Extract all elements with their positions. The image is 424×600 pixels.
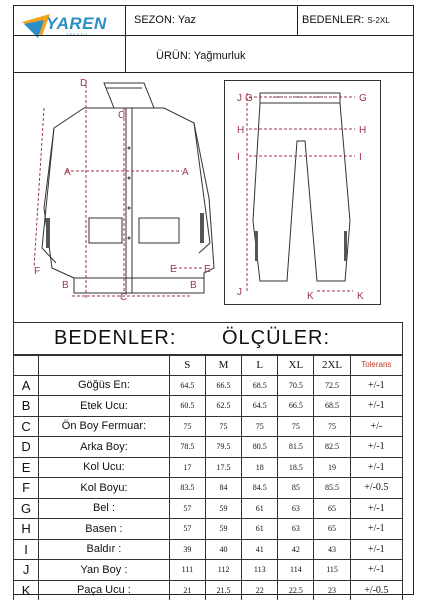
section-titles [13, 322, 403, 356]
pants-sketch [225, 81, 380, 304]
row-value: 63 [278, 498, 314, 519]
sizes-title: BEDENLER: [54, 327, 177, 349]
jacket-sketch [14, 68, 224, 308]
row-value: 59 [205, 498, 241, 519]
row-value: 70.5 [278, 375, 314, 396]
table-row [14, 478, 403, 499]
marker-d-label: D [80, 78, 88, 89]
marker-h-label: H [359, 125, 367, 136]
measurements-title: ÖLÇÜLER: [222, 327, 331, 349]
marker-k-label: K [357, 291, 364, 302]
row-tolerance: +/-0.5 [350, 580, 402, 600]
row-tolerance: +/- [350, 416, 402, 437]
row-value: 64.5 [242, 396, 278, 417]
row-value: 65 [314, 498, 350, 519]
row-tolerance: +/-1 [350, 498, 402, 519]
marker-a-label: A [182, 167, 189, 178]
measurement-table [13, 354, 403, 600]
row-code: K [14, 580, 39, 600]
row-value: 75 [242, 416, 278, 437]
row-value: 75 [205, 416, 241, 437]
row-code: G [14, 498, 39, 519]
row-name: Etek Ucu: [39, 396, 170, 417]
marker-f-label: F [34, 266, 41, 277]
marker-g-label: G [359, 93, 367, 104]
row-value: 61 [242, 498, 278, 519]
row-value: 17 [169, 457, 205, 478]
table-row [14, 457, 403, 478]
row-value: 78.5 [169, 437, 205, 458]
table-row [14, 498, 403, 519]
row-tolerance: +/-0.5 [350, 478, 402, 499]
row-tolerance: +/-1 [350, 560, 402, 581]
season-value: Yaz [177, 14, 196, 26]
row-value: 113 [242, 560, 278, 581]
season-cell [126, 6, 298, 36]
row-tolerance: +/-1 [350, 437, 402, 458]
marker-b-label: B [62, 280, 69, 291]
row-name: Paça Ucu : [39, 580, 170, 600]
row-value: 75 [169, 416, 205, 437]
row-value: 23 [314, 580, 350, 600]
row-value: 40 [205, 539, 241, 560]
row-value: 62.5 [205, 396, 241, 417]
marker-b-label: B [190, 280, 197, 291]
row-value: 19 [314, 457, 350, 478]
marker-i-label: I [359, 152, 362, 163]
row-value: 75 [314, 416, 350, 437]
marker-a-label: A [64, 167, 71, 178]
name-col-header [39, 355, 170, 376]
sizes-cell [298, 6, 413, 36]
row-value: 85.5 [314, 478, 350, 499]
product-value: Yağmurluk [193, 50, 246, 62]
row-name: Bel : [39, 498, 170, 519]
row-value: 83.5 [169, 478, 205, 499]
row-value: 57 [169, 519, 205, 540]
pants-drawing [224, 80, 381, 305]
row-value: 66.5 [278, 396, 314, 417]
table-row [14, 560, 403, 581]
marker-i-label: I [237, 152, 240, 163]
code-col-header [14, 355, 39, 376]
brand-tagline: TEKSTIL [66, 32, 90, 37]
row-value: 84.5 [242, 478, 278, 499]
row-code: H [14, 519, 39, 540]
row-tolerance: +/-1 [350, 457, 402, 478]
row-value: 82.5 [314, 437, 350, 458]
row-value: 66.5 [205, 375, 241, 396]
table-row [14, 580, 403, 600]
row-tolerance: +/-1 [350, 519, 402, 540]
row-name: Göğüs En: [39, 375, 170, 396]
row-code: A [14, 375, 39, 396]
table-row [14, 539, 403, 560]
row-code: D [14, 437, 39, 458]
row-name: Arka Boy: [39, 437, 170, 458]
row-value: 21.5 [205, 580, 241, 600]
row-value: 111 [169, 560, 205, 581]
row-tolerance: +/-1 [350, 375, 402, 396]
row-name: Baldır : [39, 539, 170, 560]
marker-c-label: C [120, 292, 128, 303]
row-value: 81.5 [278, 437, 314, 458]
marker-k-label: K [307, 291, 314, 302]
row-value: 64.5 [169, 375, 205, 396]
row-value: 61 [242, 519, 278, 540]
table-row [14, 375, 403, 396]
row-value: 80.5 [242, 437, 278, 458]
jacket-drawing [14, 68, 224, 308]
row-value: 17.5 [205, 457, 241, 478]
row-value: 39 [169, 539, 205, 560]
row-value: 65 [314, 519, 350, 540]
marker-g-label: G [245, 93, 253, 104]
season-label: SEZON: [134, 14, 175, 26]
row-value: 42 [278, 539, 314, 560]
row-code: F [14, 478, 39, 499]
row-tolerance: +/-1 [350, 396, 402, 417]
row-value: 72.5 [314, 375, 350, 396]
col-header-tolerance: Tolerans [350, 355, 402, 376]
table-row [14, 396, 403, 417]
row-value: 68.5 [314, 396, 350, 417]
row-value: 22.5 [278, 580, 314, 600]
product-cell [126, 36, 413, 72]
row-name: Kol Ucu: [39, 457, 170, 478]
table-row [14, 416, 403, 437]
row-value: 68.5 [242, 375, 278, 396]
row-name: Yan Boy : [39, 560, 170, 581]
row-value: 57 [169, 498, 205, 519]
col-header-s: S [169, 355, 205, 376]
row-code: C [14, 416, 39, 437]
row-value: 43 [314, 539, 350, 560]
row-tolerance: +/-1 [350, 539, 402, 560]
row-value: 75 [278, 416, 314, 437]
row-value: 84 [205, 478, 241, 499]
table-header-row [14, 355, 403, 376]
row-value: 41 [242, 539, 278, 560]
row-value: 114 [278, 560, 314, 581]
row-code: E [14, 457, 39, 478]
col-header-2xl: 2XL [314, 355, 350, 376]
marker-h-label: H [237, 125, 245, 136]
col-header-l: L [242, 355, 278, 376]
marker-c-label: C [118, 110, 126, 121]
row-value: 18 [242, 457, 278, 478]
row-value: 22 [242, 580, 278, 600]
row-value: 85 [278, 478, 314, 499]
row-code: I [14, 539, 39, 560]
col-header-xl: XL [278, 355, 314, 376]
row-value: 63 [278, 519, 314, 540]
row-value: 21 [169, 580, 205, 600]
row-value: 18.5 [278, 457, 314, 478]
sizes-value: S-2XL [367, 16, 390, 25]
row-value: 60.5 [169, 396, 205, 417]
sizes-label: BEDENLER: [302, 14, 365, 26]
table-row [14, 519, 403, 540]
row-code: J [14, 560, 39, 581]
col-header-m: M [205, 355, 241, 376]
row-name: Basen : [39, 519, 170, 540]
marker-e-label: E [170, 264, 177, 275]
row-value: 59 [205, 519, 241, 540]
marker-j-label: J [237, 93, 242, 104]
row-code: B [14, 396, 39, 417]
brand-name: YAREN [46, 14, 107, 33]
row-name: Kol Boyu: [39, 478, 170, 499]
marker-j-label: J [237, 287, 242, 298]
row-value: 112 [205, 560, 241, 581]
table-body [14, 375, 403, 600]
row-value: 79.5 [205, 437, 241, 458]
marker-e-label: E [204, 264, 211, 275]
table-row [14, 437, 403, 458]
product-label: ÜRÜN: [156, 50, 191, 62]
row-value: 115 [314, 560, 350, 581]
row-name: Ön Boy Fermuar: [39, 416, 170, 437]
